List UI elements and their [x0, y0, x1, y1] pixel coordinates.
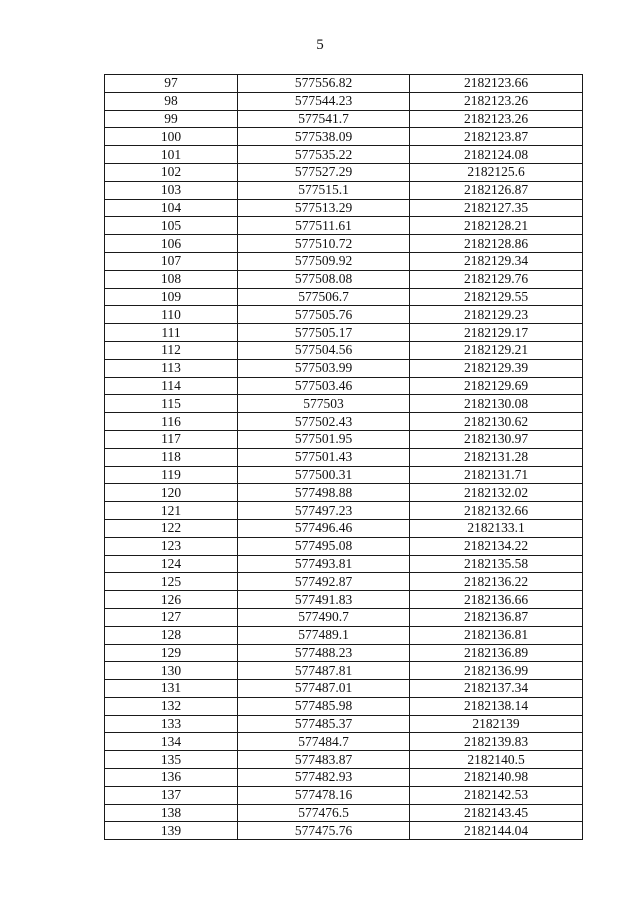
- table-row: [105, 448, 583, 466]
- coordinates-table-body: [105, 75, 583, 840]
- y-coordinate-cell: 2182126.87: [410, 181, 583, 199]
- y-coordinate-cell: 2182134.22: [410, 537, 583, 555]
- x-coordinate-cell: 577503.99: [238, 359, 410, 377]
- point-number-cell: 133: [105, 715, 238, 733]
- x-coordinate-cell: 577501.95: [238, 430, 410, 448]
- x-coordinate-cell: 577502.43: [238, 413, 410, 431]
- y-coordinate-cell: 2182129.34: [410, 252, 583, 270]
- x-coordinate-cell: 577541.7: [238, 110, 410, 128]
- x-coordinate-cell: 577508.08: [238, 270, 410, 288]
- point-number-cell: 99: [105, 110, 238, 128]
- x-coordinate-cell: 577485.98: [238, 697, 410, 715]
- y-coordinate-cell: 2182131.71: [410, 466, 583, 484]
- y-coordinate-cell: 2182140.5: [410, 751, 583, 769]
- y-coordinate-cell: 2182136.99: [410, 662, 583, 680]
- table-row: [105, 163, 583, 181]
- table-row: [105, 662, 583, 680]
- point-number-cell: 113: [105, 359, 238, 377]
- x-coordinate-cell: 577503: [238, 395, 410, 413]
- point-number-cell: 120: [105, 484, 238, 502]
- y-coordinate-cell: 2182129.17: [410, 324, 583, 342]
- point-number-cell: 117: [105, 430, 238, 448]
- table-row: [105, 484, 583, 502]
- x-coordinate-cell: 577511.61: [238, 217, 410, 235]
- table-row: [105, 804, 583, 822]
- point-number-cell: 98: [105, 92, 238, 110]
- y-coordinate-cell: 2182135.58: [410, 555, 583, 573]
- point-number-cell: 128: [105, 626, 238, 644]
- y-coordinate-cell: 2182130.97: [410, 430, 583, 448]
- table-row: [105, 146, 583, 164]
- point-number-cell: 109: [105, 288, 238, 306]
- x-coordinate-cell: 577503.46: [238, 377, 410, 395]
- x-coordinate-cell: 577478.16: [238, 786, 410, 804]
- x-coordinate-cell: 577505.17: [238, 324, 410, 342]
- y-coordinate-cell: 2182123.66: [410, 75, 583, 93]
- x-coordinate-cell: 577535.22: [238, 146, 410, 164]
- point-number-cell: 102: [105, 163, 238, 181]
- table-row: [105, 786, 583, 804]
- y-coordinate-cell: 2182129.55: [410, 288, 583, 306]
- table-row: [105, 822, 583, 840]
- point-number-cell: 127: [105, 608, 238, 626]
- y-coordinate-cell: 2182129.69: [410, 377, 583, 395]
- x-coordinate-cell: 577492.87: [238, 573, 410, 591]
- x-coordinate-cell: 577510.72: [238, 235, 410, 253]
- point-number-cell: 122: [105, 519, 238, 537]
- table-row: [105, 252, 583, 270]
- table-row: [105, 110, 583, 128]
- table-row: [105, 306, 583, 324]
- y-coordinate-cell: 2182128.21: [410, 217, 583, 235]
- table-row: [105, 502, 583, 520]
- table-row: [105, 573, 583, 591]
- x-coordinate-cell: 577506.7: [238, 288, 410, 306]
- table-row: [105, 751, 583, 769]
- table-row: [105, 92, 583, 110]
- table-row: [105, 644, 583, 662]
- y-coordinate-cell: 2182123.26: [410, 92, 583, 110]
- table-row: [105, 697, 583, 715]
- y-coordinate-cell: 2182125.6: [410, 163, 583, 181]
- point-number-cell: 125: [105, 573, 238, 591]
- table-row: [105, 519, 583, 537]
- coordinates-table: [104, 74, 583, 840]
- x-coordinate-cell: 577504.56: [238, 341, 410, 359]
- point-number-cell: 135: [105, 751, 238, 769]
- x-coordinate-cell: 577490.7: [238, 608, 410, 626]
- y-coordinate-cell: 2182130.08: [410, 395, 583, 413]
- point-number-cell: 101: [105, 146, 238, 164]
- y-coordinate-cell: 2182129.21: [410, 341, 583, 359]
- table-row: [105, 769, 583, 787]
- x-coordinate-cell: 577505.76: [238, 306, 410, 324]
- x-coordinate-cell: 577544.23: [238, 92, 410, 110]
- y-coordinate-cell: 2182136.89: [410, 644, 583, 662]
- table-row: [105, 555, 583, 573]
- table-row: [105, 288, 583, 306]
- x-coordinate-cell: 577538.09: [238, 128, 410, 146]
- y-coordinate-cell: 2182129.76: [410, 270, 583, 288]
- table-row: [105, 235, 583, 253]
- x-coordinate-cell: 577556.82: [238, 75, 410, 93]
- point-number-cell: 137: [105, 786, 238, 804]
- x-coordinate-cell: 577509.92: [238, 252, 410, 270]
- point-number-cell: 121: [105, 502, 238, 520]
- table-row: [105, 430, 583, 448]
- x-coordinate-cell: 577501.43: [238, 448, 410, 466]
- point-number-cell: 126: [105, 591, 238, 609]
- y-coordinate-cell: 2182139: [410, 715, 583, 733]
- x-coordinate-cell: 577496.46: [238, 519, 410, 537]
- y-coordinate-cell: 2182131.28: [410, 448, 583, 466]
- x-coordinate-cell: 577527.29: [238, 163, 410, 181]
- point-number-cell: 111: [105, 324, 238, 342]
- page-number: 5: [316, 37, 324, 53]
- table-row: [105, 466, 583, 484]
- x-coordinate-cell: 577487.01: [238, 680, 410, 698]
- point-number-cell: 103: [105, 181, 238, 199]
- y-coordinate-cell: 2182137.34: [410, 680, 583, 698]
- point-number-cell: 132: [105, 697, 238, 715]
- point-number-cell: 138: [105, 804, 238, 822]
- x-coordinate-cell: 577515.1: [238, 181, 410, 199]
- x-coordinate-cell: 577495.08: [238, 537, 410, 555]
- table-row: [105, 128, 583, 146]
- x-coordinate-cell: 577498.88: [238, 484, 410, 502]
- y-coordinate-cell: 2182136.81: [410, 626, 583, 644]
- table-row: [105, 359, 583, 377]
- point-number-cell: 115: [105, 395, 238, 413]
- x-coordinate-cell: 577500.31: [238, 466, 410, 484]
- y-coordinate-cell: 2182129.23: [410, 306, 583, 324]
- point-number-cell: 105: [105, 217, 238, 235]
- point-number-cell: 110: [105, 306, 238, 324]
- point-number-cell: 116: [105, 413, 238, 431]
- y-coordinate-cell: 2182138.14: [410, 697, 583, 715]
- y-coordinate-cell: 2182123.87: [410, 128, 583, 146]
- y-coordinate-cell: 2182128.86: [410, 235, 583, 253]
- point-number-cell: 119: [105, 466, 238, 484]
- x-coordinate-cell: 577487.81: [238, 662, 410, 680]
- table-row: [105, 537, 583, 555]
- point-number-cell: 112: [105, 341, 238, 359]
- point-number-cell: 106: [105, 235, 238, 253]
- point-number-cell: 134: [105, 733, 238, 751]
- table-row: [105, 733, 583, 751]
- x-coordinate-cell: 577483.87: [238, 751, 410, 769]
- table-row: [105, 395, 583, 413]
- y-coordinate-cell: 2182130.62: [410, 413, 583, 431]
- point-number-cell: 123: [105, 537, 238, 555]
- point-number-cell: 131: [105, 680, 238, 698]
- point-number-cell: 97: [105, 75, 238, 93]
- table-row: [105, 626, 583, 644]
- point-number-cell: 107: [105, 252, 238, 270]
- y-coordinate-cell: 2182140.98: [410, 769, 583, 787]
- table-row: [105, 181, 583, 199]
- point-number-cell: 139: [105, 822, 238, 840]
- y-coordinate-cell: 2182132.02: [410, 484, 583, 502]
- table-row: [105, 324, 583, 342]
- y-coordinate-cell: 2182133.1: [410, 519, 583, 537]
- y-coordinate-cell: 2182129.39: [410, 359, 583, 377]
- point-number-cell: 129: [105, 644, 238, 662]
- x-coordinate-cell: 577485.37: [238, 715, 410, 733]
- y-coordinate-cell: 2182139.83: [410, 733, 583, 751]
- point-number-cell: 130: [105, 662, 238, 680]
- y-coordinate-cell: 2182132.66: [410, 502, 583, 520]
- point-number-cell: 124: [105, 555, 238, 573]
- y-coordinate-cell: 2182144.04: [410, 822, 583, 840]
- point-number-cell: 104: [105, 199, 238, 217]
- point-number-cell: 118: [105, 448, 238, 466]
- table-row: [105, 217, 583, 235]
- table-row: [105, 199, 583, 217]
- table-row: [105, 680, 583, 698]
- point-number-cell: 108: [105, 270, 238, 288]
- table-row: [105, 341, 583, 359]
- y-coordinate-cell: 2182124.08: [410, 146, 583, 164]
- table-row: [105, 75, 583, 93]
- y-coordinate-cell: 2182143.45: [410, 804, 583, 822]
- x-coordinate-cell: 577497.23: [238, 502, 410, 520]
- table-row: [105, 608, 583, 626]
- y-coordinate-cell: 2182136.87: [410, 608, 583, 626]
- y-coordinate-cell: 2182127.35: [410, 199, 583, 217]
- x-coordinate-cell: 577491.83: [238, 591, 410, 609]
- table-row: [105, 591, 583, 609]
- x-coordinate-cell: 577482.93: [238, 769, 410, 787]
- x-coordinate-cell: 577488.23: [238, 644, 410, 662]
- x-coordinate-cell: 577489.1: [238, 626, 410, 644]
- point-number-cell: 100: [105, 128, 238, 146]
- x-coordinate-cell: 577476.5: [238, 804, 410, 822]
- x-coordinate-cell: 577493.81: [238, 555, 410, 573]
- x-coordinate-cell: 577513.29: [238, 199, 410, 217]
- table-row: [105, 715, 583, 733]
- y-coordinate-cell: 2182136.66: [410, 591, 583, 609]
- point-number-cell: 136: [105, 769, 238, 787]
- x-coordinate-cell: 577475.76: [238, 822, 410, 840]
- y-coordinate-cell: 2182136.22: [410, 573, 583, 591]
- table-row: [105, 377, 583, 395]
- y-coordinate-cell: 2182142.53: [410, 786, 583, 804]
- point-number-cell: 114: [105, 377, 238, 395]
- x-coordinate-cell: 577484.7: [238, 733, 410, 751]
- table-row: [105, 413, 583, 431]
- table-row: [105, 270, 583, 288]
- y-coordinate-cell: 2182123.26: [410, 110, 583, 128]
